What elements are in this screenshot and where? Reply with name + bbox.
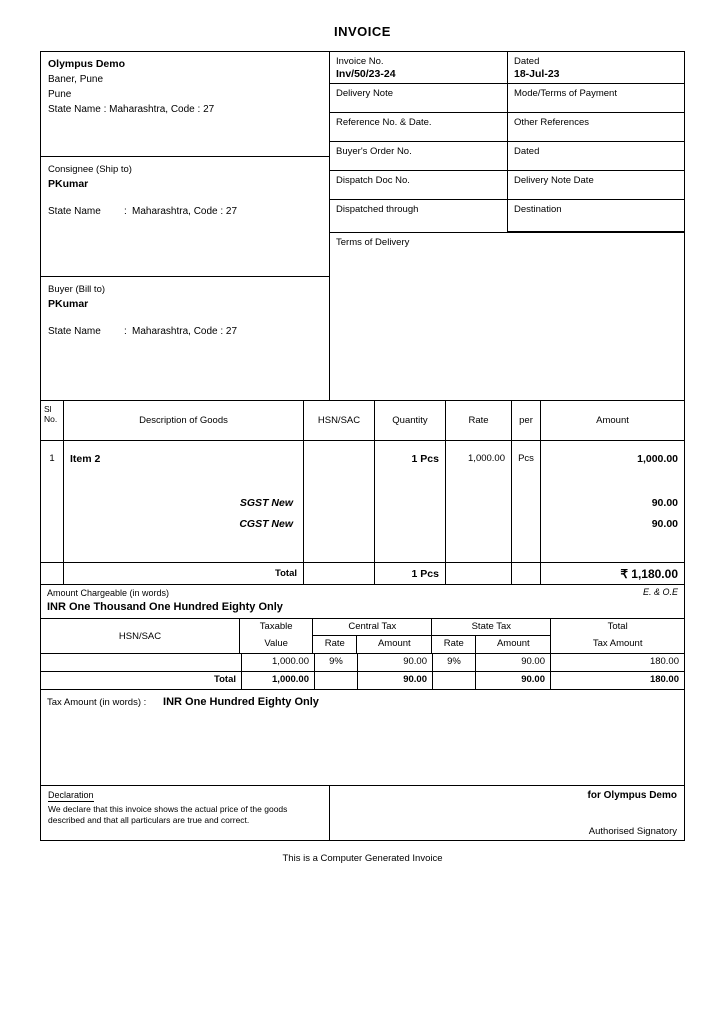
consignee-state-value: Maharashtra, Code : 27 xyxy=(132,206,238,217)
eoe-note: E. & O.E xyxy=(642,587,678,597)
meta-row-invoice-no xyxy=(330,52,684,84)
row-amount: 1,000.00 xyxy=(637,453,678,465)
meta-destination xyxy=(507,200,684,232)
tax-row-total-tax: 180.00 xyxy=(550,654,684,671)
tax-amount-words-block xyxy=(41,689,684,785)
row-tax-labels xyxy=(70,493,297,535)
tax-total-central-amount: 90.00 xyxy=(357,672,432,689)
tax-amount-words-value: INR One Hundred Eighty Only xyxy=(163,696,319,708)
total-per xyxy=(511,562,540,584)
tax-row-taxable-value: 1,000.00 xyxy=(241,654,314,671)
meta-buyers-order-dated-label: Dated xyxy=(514,146,540,157)
meta-row-reference xyxy=(330,113,684,142)
total-rate xyxy=(445,562,511,584)
tax-header-central-sub xyxy=(313,636,431,653)
tax-header-taxable: Taxable xyxy=(259,621,293,632)
computer-generated-note: This is a Computer Generated Invoice xyxy=(282,853,443,864)
meta-terms-filler xyxy=(330,256,684,380)
row-description-cell xyxy=(63,441,303,562)
header-sl xyxy=(41,401,63,440)
meta-row-dispatched-through xyxy=(330,200,684,232)
invoice-header-block xyxy=(41,52,684,400)
tax-header-hsn: HSN/SAC xyxy=(118,630,162,642)
tax-header-total: Total xyxy=(607,621,628,632)
meta-invoice-no xyxy=(330,52,507,84)
row-per: Pcs xyxy=(511,441,540,562)
header-sl-line1: Sl xyxy=(44,404,52,414)
tax-header-state-rate: Rate xyxy=(443,638,464,649)
footer-block xyxy=(41,785,684,841)
tax-total-taxable-value: 1,000.00 xyxy=(241,672,314,689)
seller-address-line2: Pune xyxy=(48,89,72,100)
tax-total-total-tax: 180.00 xyxy=(550,672,684,689)
meta-mode-terms-label: Mode/Terms of Payment xyxy=(514,88,617,99)
row-quantity: 1 Pcs xyxy=(374,441,445,562)
consignee-state-separator: : xyxy=(124,206,127,217)
total-quantity: 1 Pcs xyxy=(374,562,445,584)
invoice-sheet xyxy=(40,51,685,841)
consignee-name: PKumar xyxy=(48,178,89,190)
declaration-block xyxy=(41,786,329,840)
authorised-signatory-label: Authorised Signatory xyxy=(588,826,677,837)
tax-header-state-sub xyxy=(432,636,550,653)
consignee-state-key: State Name xyxy=(48,206,101,217)
tax-header-central-tax: Central Tax xyxy=(313,619,431,636)
consignee-block xyxy=(41,156,329,276)
signature-for-company: for Olympus Demo xyxy=(587,790,677,801)
tax-label-sgst: SGST New xyxy=(239,497,293,509)
tax-header-total-sub: Tax Amount xyxy=(592,638,643,649)
buyer-state-value: Maharashtra, Code : 27 xyxy=(132,326,238,337)
tax-header-central-amount: Amount xyxy=(356,636,431,653)
meta-row-dispatch-doc xyxy=(330,171,684,200)
declaration-body: We declare that this invoice shows the actual price of the goods described and that all particulars are true and correct. xyxy=(48,804,288,825)
meta-destination-label: Destination xyxy=(514,204,562,215)
header-description: Description of Goods xyxy=(63,401,303,440)
meta-other-references xyxy=(507,113,684,142)
items-table-header xyxy=(41,401,684,440)
total-label: Total xyxy=(63,562,303,584)
tax-total-central-rate xyxy=(314,672,357,689)
tax-row-central-amount: 90.00 xyxy=(357,654,432,671)
total-hsn xyxy=(303,562,374,584)
tax-summary-table xyxy=(41,618,684,689)
header-sl-line2: No. xyxy=(44,414,58,424)
row-rate: 1,000.00 xyxy=(445,441,511,562)
items-total-row xyxy=(41,562,684,584)
declaration-title: Declaration xyxy=(48,790,94,800)
tax-row-hsn xyxy=(41,654,241,671)
party-column xyxy=(41,52,329,400)
tax-row-central-rate: 9% xyxy=(314,654,357,671)
tax-table-total-row xyxy=(41,671,684,689)
row-description: Item 2 xyxy=(70,453,101,465)
header-amount: Amount xyxy=(540,401,684,440)
meta-dated-label: Dated xyxy=(514,56,540,67)
row-amount-cell xyxy=(540,441,684,562)
meta-buyers-order-label: Buyer's Order No. xyxy=(336,146,412,157)
tax-amount-cgst: 90.00 xyxy=(651,518,678,530)
tax-table-header xyxy=(41,619,684,653)
meta-reference xyxy=(330,113,507,142)
meta-invoice-no-value: Inv/50/23-24 xyxy=(336,68,396,80)
tax-total-label: Total xyxy=(214,674,236,685)
meta-dispatch-doc-label: Dispatch Doc No. xyxy=(336,175,410,186)
seller-block xyxy=(41,52,329,156)
invoice-meta-grid xyxy=(329,52,684,400)
tax-label-cgst: CGST New xyxy=(239,518,293,530)
meta-dated-value: 18-Jul-23 xyxy=(514,68,560,80)
meta-dispatched-through-label: Dispatched through xyxy=(336,204,419,215)
tax-total-state-amount: 90.00 xyxy=(475,672,550,689)
tax-header-state-group xyxy=(431,619,550,653)
meta-dispatched-through xyxy=(330,200,507,232)
table-row xyxy=(41,440,684,562)
seller-state: State Name : Maharashtra, Code : 27 xyxy=(48,104,215,115)
meta-dispatch-doc xyxy=(330,171,507,200)
tax-header-central-group xyxy=(312,619,431,653)
header-per: per xyxy=(511,401,540,440)
buyer-block xyxy=(41,276,329,400)
meta-row-delivery-note xyxy=(330,84,684,113)
buyer-label: Buyer (Bill to) xyxy=(48,284,106,295)
tax-header-taxable-sub: Value xyxy=(264,638,288,649)
tax-header-state-tax: State Tax xyxy=(432,619,550,636)
page-title: INVOICE xyxy=(334,24,391,39)
amount-in-words-value: INR One Thousand One Hundred Eighty Only xyxy=(47,601,283,613)
meta-terms-of-delivery xyxy=(330,232,684,256)
meta-terms-of-delivery-label: Terms of Delivery xyxy=(336,237,410,248)
meta-other-references-label: Other References xyxy=(514,117,589,128)
meta-delivery-note xyxy=(330,84,507,113)
meta-buyers-order-dated xyxy=(507,142,684,171)
tax-table-row xyxy=(41,653,684,671)
amount-in-words-block xyxy=(41,584,684,618)
meta-delivery-note-date xyxy=(507,171,684,200)
total-sl xyxy=(41,562,63,584)
header-quantity: Quantity xyxy=(374,401,445,440)
tax-header-taxable-group xyxy=(239,619,312,653)
tax-row-state-amount: 90.00 xyxy=(475,654,550,671)
meta-delivery-note-label: Delivery Note xyxy=(336,88,394,99)
buyer-state-separator: : xyxy=(124,326,127,337)
items-table xyxy=(41,400,684,584)
seller-name: Olympus Demo xyxy=(48,58,126,70)
tax-header-hsn-group xyxy=(41,619,239,653)
meta-reference-label: Reference No. & Date. xyxy=(336,117,432,128)
tax-amount-words-label: Tax Amount (in words) : xyxy=(47,697,147,708)
meta-row-buyers-order xyxy=(330,142,684,171)
header-rate: Rate xyxy=(445,401,511,440)
meta-dated xyxy=(507,52,684,84)
meta-buyers-order xyxy=(330,142,507,171)
tax-header-central-rate: Rate xyxy=(324,638,345,649)
tax-row-state-rate: 9% xyxy=(432,654,475,671)
header-hsn: HSN/SAC xyxy=(303,401,374,440)
consignee-label: Consignee (Ship to) xyxy=(48,164,132,175)
seller-address-line1: Baner, Pune xyxy=(48,74,104,85)
buyer-state xyxy=(48,324,322,339)
row-tax-amounts xyxy=(547,493,678,535)
tax-header-total-group xyxy=(550,619,684,653)
tax-amount-sgst: 90.00 xyxy=(651,497,678,509)
buyer-name: PKumar xyxy=(48,298,89,310)
buyer-state-key: State Name xyxy=(48,326,101,337)
meta-delivery-note-date-label: Delivery Note Date xyxy=(514,175,594,186)
row-hsn xyxy=(303,441,374,562)
signature-block xyxy=(329,786,684,840)
amount-in-words-label: Amount Chargeable (in words) xyxy=(47,588,170,598)
meta-invoice-no-label: Invoice No. xyxy=(336,56,384,67)
tax-header-state-amount: Amount xyxy=(475,636,550,653)
meta-mode-terms xyxy=(507,84,684,113)
total-amount: ₹ 1,180.00 xyxy=(540,562,684,584)
consignee-state xyxy=(48,204,322,219)
tax-total-state-rate xyxy=(432,672,475,689)
row-sl: 1 xyxy=(49,453,55,464)
